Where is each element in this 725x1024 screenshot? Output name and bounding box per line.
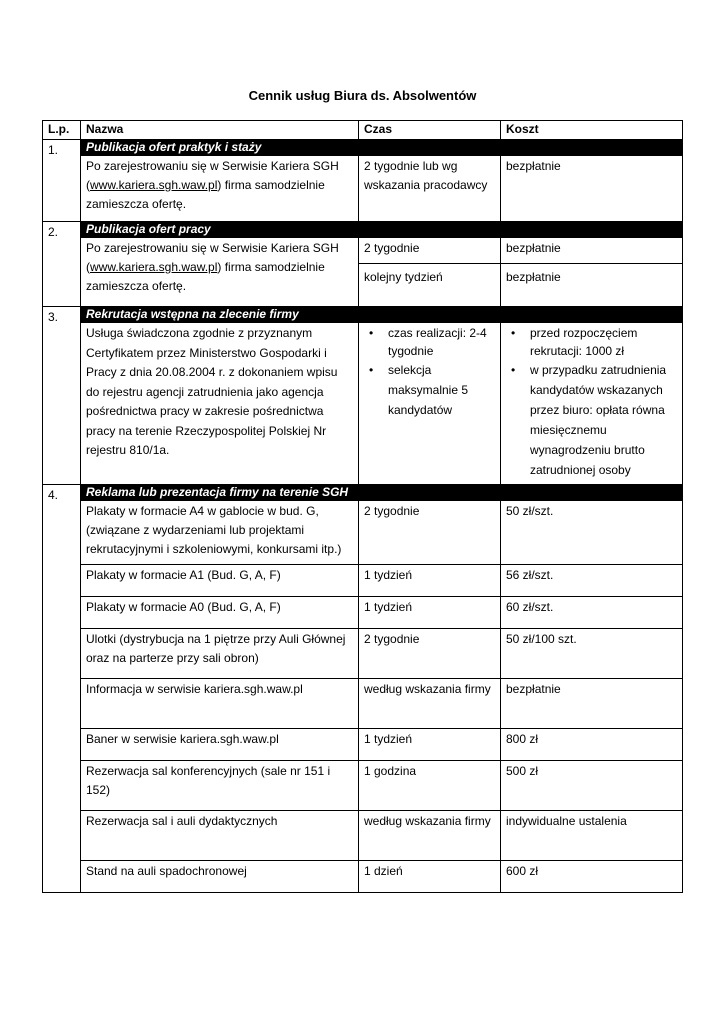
service-cost [501, 323, 683, 485]
service-cost: bezpłatnie [501, 679, 683, 729]
service-cost: bezpłatnie [501, 238, 683, 264]
section-number: 4. [43, 485, 81, 893]
service-cost: 50 zł/szt. [501, 501, 683, 565]
section-number: 3. [43, 307, 81, 485]
table-row [43, 323, 683, 485]
service-time: 1 godzina [359, 761, 501, 811]
service-name: Informacja w serwisie kariera.sgh.waw.pl [81, 679, 359, 729]
service-cost: 56 zł/szt. [501, 565, 683, 597]
service-description: Po zarejestrowaniu się w Serwisie Kariera SGH (www.kariera.sgh.waw.pl) firma samodzielnie zamieszcza ofertę. [81, 238, 359, 307]
kariera-link[interactable]: www.kariera.sgh.waw.pl [90, 260, 218, 274]
service-description: Po zarejestrowaniu się w Serwisie Kariera SGH (www.kariera.sgh.waw.pl) firma samodzielnie zamieszcza ofertę. [81, 156, 359, 222]
service-time: według wskazania firmy [359, 679, 501, 729]
service-name: Rezerwacja sal i auli dydaktycznych [81, 811, 359, 861]
section-heading: Publikacja ofert praktyk i staży [81, 140, 683, 156]
price-table [42, 120, 683, 893]
service-cost: bezpłatnie [501, 156, 683, 222]
table-row [43, 629, 683, 679]
service-time: kolejny tydzień [359, 264, 501, 307]
service-time: 1 tydzień [359, 597, 501, 629]
service-cost: 800 zł [501, 729, 683, 761]
table-row [43, 238, 683, 264]
service-cost: 500 zł [501, 761, 683, 811]
service-cost: 60 zł/szt. [501, 597, 683, 629]
service-name: Rezerwacja sal konferencyjnych (sale nr 151 i 152) [81, 761, 359, 811]
table-row [43, 501, 683, 565]
service-time: 1 tydzień [359, 729, 501, 761]
table-row [43, 156, 683, 222]
table-row [43, 679, 683, 729]
service-time: 1 dzień [359, 861, 501, 893]
header-koszt: Koszt [501, 121, 683, 140]
table-header-row [43, 121, 683, 140]
list-item: • w przypadku zatrudnienia kandydatów wskazanych przez biuro: opłata równa miesięcznemu wynagrodzeniu brutto zatrudnionej osoby [506, 360, 677, 480]
service-time: 2 tygodnie [359, 501, 501, 565]
service-time: 2 tygodnie lub wg wskazania pracodawcy [359, 156, 501, 222]
section-number: 2. [43, 222, 81, 307]
page-title: Cennik usług Biura ds. Absolwentów [248, 88, 477, 103]
header-czas: Czas [359, 121, 501, 140]
service-name: Ulotki (dystrybucja na 1 piętrze przy Auli Głównej oraz na parterze przy sali obron) [81, 629, 359, 679]
bullet-icon: • [369, 363, 374, 377]
section-number: 1. [43, 140, 81, 222]
service-time: 2 tygodnie [359, 629, 501, 679]
service-cost: indywidualne ustalenia [501, 811, 683, 861]
service-name: Plakaty w formacie A1 (Bud. G, A, F) [81, 565, 359, 597]
service-cost: 600 zł [501, 861, 683, 893]
service-time: 2 tygodnie [359, 238, 501, 264]
kariera-link[interactable]: www.kariera.sgh.waw.pl [90, 178, 218, 192]
section-heading-row [43, 222, 683, 238]
service-cost: bezpłatnie [501, 264, 683, 307]
table-row [43, 597, 683, 629]
section-heading: Reklama lub prezentacja firmy na terenie SGH [81, 485, 683, 501]
table-row [43, 729, 683, 761]
header-lp: L.p. [43, 121, 81, 140]
table-row [43, 811, 683, 861]
section-heading-row [43, 307, 683, 323]
bullet-icon: • [511, 326, 516, 340]
section-heading: Publikacja ofert pracy [81, 222, 683, 238]
table-row [43, 565, 683, 597]
table-row [43, 861, 683, 893]
service-description: Usługa świadczona zgodnie z przyznanym Certyfikatem przez Ministerstwo Gospodarki i Pracy z dnia 20.08.2004 r. z dokonaniem wpisu do rejestru agencji zatrudnienia jako agencja pośrednictwa pracy w zakresie pośrednictwa pracy na terenie Rzeczypospolitej Polskiej Nr rejestru 810/1a. [81, 323, 359, 485]
list-item: • przed rozpoczęciem rekrutacji: 1000 zł [511, 326, 638, 358]
list-item: • selekcja maksymalnie 5 kandydatów [364, 360, 495, 420]
section-heading-row [43, 140, 683, 156]
service-time: według wskazania firmy [359, 811, 501, 861]
service-cost: 50 zł/100 szt. [501, 629, 683, 679]
table-row [43, 761, 683, 811]
bullet-icon: • [369, 326, 374, 340]
section-heading-row [43, 485, 683, 501]
service-name: Stand na auli spadochronowej [81, 861, 359, 893]
bullet-icon: • [511, 363, 516, 377]
header-nazwa: Nazwa [81, 121, 359, 140]
service-time [359, 323, 501, 485]
section-heading: Rekrutacja wstępna na zlecenie firmy [81, 307, 683, 323]
service-name: Baner w serwisie kariera.sgh.waw.pl [81, 729, 359, 761]
service-name: Plakaty w formacie A0 (Bud. G, A, F) [81, 597, 359, 629]
service-time: 1 tydzień [359, 565, 501, 597]
service-name: Plakaty w formacie A4 w gablocie w bud. G, (związane z wydarzeniami lub projektami rekrutacyjnymi i szkoleniowymi, konkursami itp.) [81, 501, 359, 565]
list-item: • czas realizacji: 2-4 tygodnie [369, 326, 487, 358]
